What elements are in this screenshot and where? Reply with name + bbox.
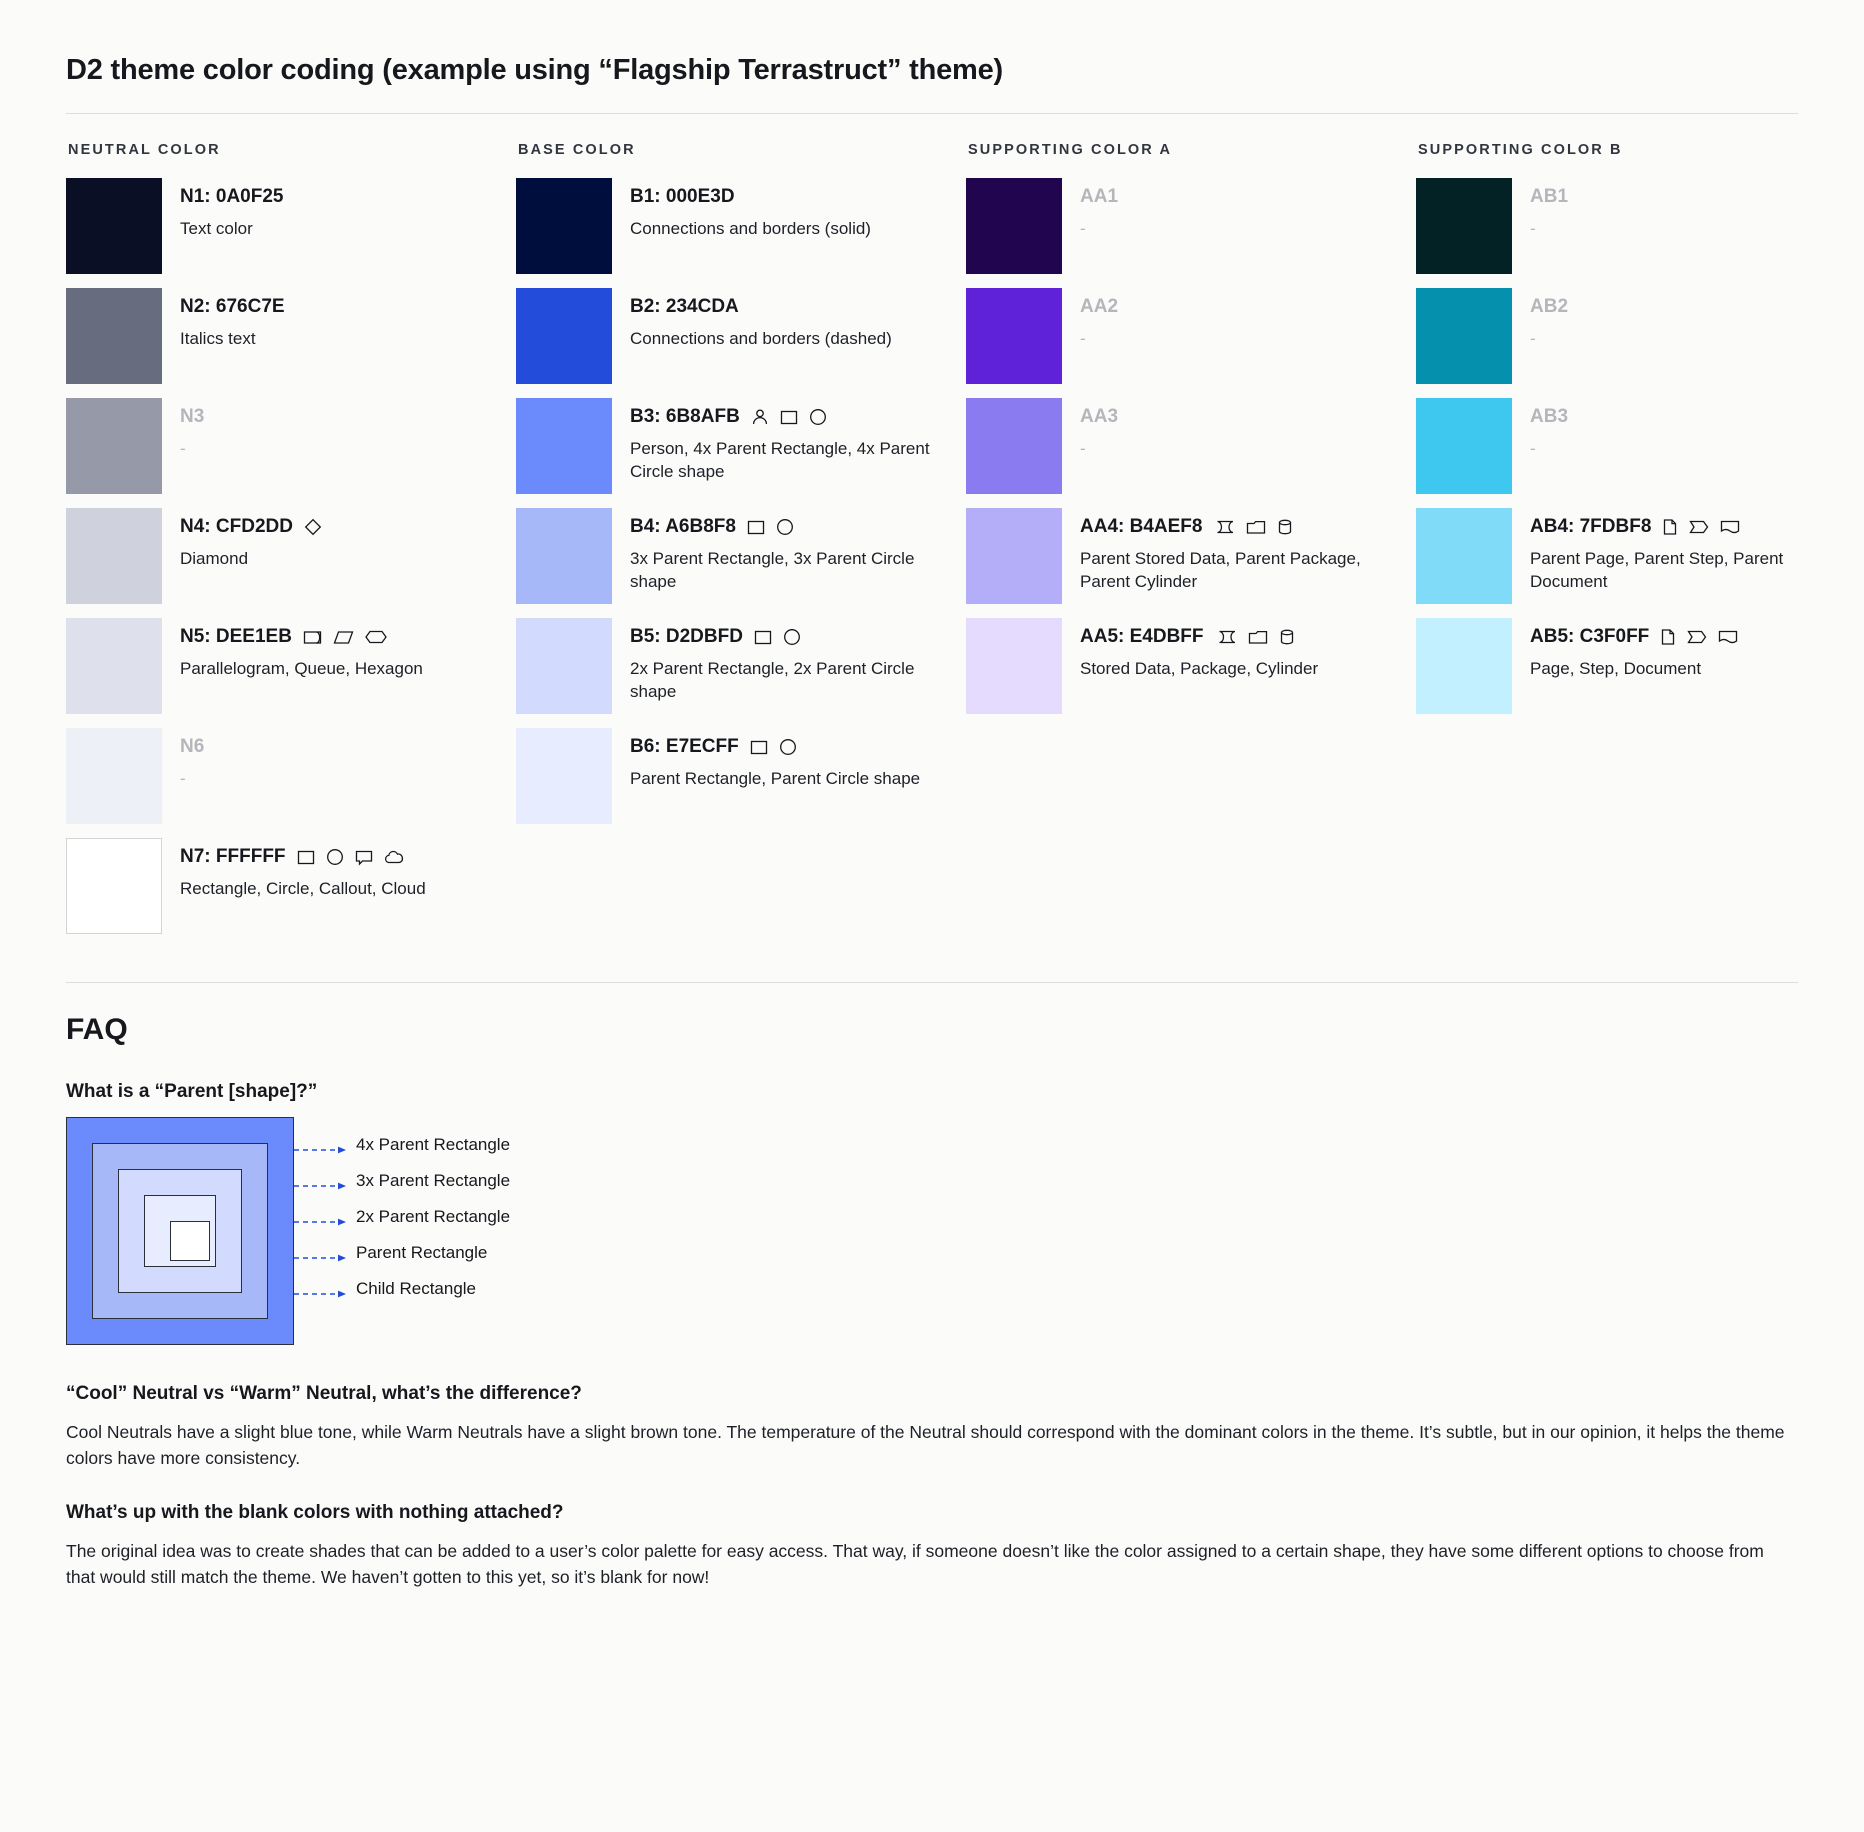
color-swatch	[66, 838, 162, 934]
swatch-description: -	[180, 438, 186, 458]
swatch-label	[1530, 626, 1860, 649]
swatch-label-text: AB5: C3F0FF	[1530, 626, 1650, 647]
nested-rectangle-label	[294, 1235, 510, 1271]
swatch-description: -	[1080, 328, 1086, 348]
swatch-text	[1080, 618, 1410, 681]
swatch-label-text: AA3	[1080, 406, 1119, 427]
swatch-text	[1530, 178, 1860, 241]
swatch-row	[966, 618, 1416, 714]
document-icon	[1719, 517, 1741, 537]
nested-rectangle	[170, 1221, 210, 1261]
swatch-label-text: B6: E7ECFF	[630, 736, 739, 757]
person-icon	[750, 407, 770, 427]
swatch-description: -	[1530, 218, 1536, 238]
swatch-text	[1080, 398, 1410, 461]
swatch-description: 2x Parent Rectangle, 2x Parent Circle shape	[630, 658, 915, 701]
rectangle-icon	[746, 517, 766, 537]
column-heading: BASE COLOR	[518, 142, 636, 158]
color-swatch	[66, 178, 162, 274]
swatch-description: Diamond	[180, 548, 249, 568]
swatch-row	[66, 838, 516, 934]
swatch-label-text: N5: DEE1EB	[180, 626, 292, 647]
swatch-label	[1080, 516, 1410, 539]
swatch-description: -	[1080, 218, 1086, 238]
swatch-row	[66, 288, 516, 384]
swatch-row	[516, 508, 966, 604]
nested-rectangle-label-text: 3x Parent Rectangle	[356, 1171, 511, 1190]
circle-icon	[808, 407, 828, 427]
swatch-label	[630, 516, 960, 539]
swatch-description: Text color	[180, 218, 253, 238]
nested-rectangles	[66, 1117, 294, 1345]
swatch-row	[1416, 178, 1864, 274]
swatch-row	[966, 508, 1416, 604]
shape-icon-group	[753, 627, 802, 647]
package-icon	[1245, 517, 1267, 537]
cylinder-icon	[1276, 517, 1294, 537]
color-swatch	[966, 178, 1062, 274]
swatch-label	[180, 626, 510, 649]
swatch-label-text: B5: D2DBFD	[630, 626, 743, 647]
swatch-description: Italics text	[180, 328, 256, 348]
swatch-text	[630, 508, 960, 594]
swatch-label	[1530, 296, 1860, 319]
swatch-row	[966, 178, 1416, 274]
shape-icon-group	[746, 517, 795, 537]
swatch-text	[1080, 288, 1410, 351]
color-swatch	[516, 398, 612, 494]
swatch-row	[66, 398, 516, 494]
nested-rectangle-label-text: 4x Parent Rectangle	[356, 1135, 511, 1154]
stored-data-icon	[1214, 627, 1238, 647]
swatch-row	[1416, 288, 1864, 384]
color-swatch	[966, 398, 1062, 494]
swatch-description: Parent Page, Parent Step, Parent Document	[1530, 548, 1784, 591]
swatch-text	[630, 728, 960, 791]
color-column	[516, 142, 966, 948]
swatch-label	[180, 406, 510, 429]
swatch-label-text: N3	[180, 406, 205, 427]
swatch-label	[1530, 186, 1860, 209]
color-columns	[66, 142, 1798, 948]
rectangle-icon	[779, 407, 799, 427]
page-icon	[1661, 517, 1679, 537]
swatch-label-text: B4: A6B8F8	[630, 516, 736, 537]
swatch-description: Rectangle, Circle, Callout, Cloud	[180, 878, 426, 898]
swatch-label	[180, 186, 510, 209]
leader-arrow-icon	[294, 1212, 350, 1222]
color-swatch	[516, 728, 612, 824]
circle-icon	[325, 847, 345, 867]
swatch-label-text: AA5: E4DBFF	[1080, 626, 1204, 647]
swatch-text	[180, 178, 510, 241]
swatch-label-text: AB3	[1530, 406, 1569, 427]
page-icon	[1659, 627, 1677, 647]
step-icon	[1688, 517, 1710, 537]
swatch-description: Parent Rectangle, Parent Circle shape	[630, 768, 921, 788]
color-column	[966, 142, 1416, 948]
nested-rectangle-label	[294, 1271, 510, 1307]
leader-arrow-icon	[294, 1140, 350, 1150]
swatch-text	[180, 288, 510, 351]
swatch-label	[630, 626, 960, 649]
shape-icon-group	[749, 737, 798, 757]
nested-rectangle-label-text: 2x Parent Rectangle	[356, 1207, 511, 1226]
swatch-description: Stored Data, Package, Cylinder	[1080, 658, 1319, 678]
swatch-description: -	[180, 768, 186, 788]
color-swatch	[966, 288, 1062, 384]
nested-rectangle-label	[294, 1199, 510, 1235]
shape-icon-group	[750, 407, 828, 427]
swatch-row	[1416, 508, 1864, 604]
swatch-label-text: AA1	[1080, 186, 1119, 207]
package-icon	[1247, 627, 1269, 647]
swatch-row	[1416, 398, 1864, 494]
parallelogram-icon	[333, 627, 355, 647]
leader-arrow-icon	[294, 1248, 350, 1258]
swatch-row	[516, 728, 966, 824]
column-heading: SUPPORTING COLOR B	[1418, 142, 1623, 158]
leader-arrow-icon	[294, 1284, 350, 1294]
color-swatch	[66, 508, 162, 604]
cylinder-icon	[1278, 627, 1296, 647]
color-swatch	[66, 288, 162, 384]
nested-rectangle-label	[294, 1163, 510, 1199]
swatch-label-text: AB1	[1530, 186, 1569, 207]
step-icon	[1686, 627, 1708, 647]
swatch-description: -	[1530, 438, 1536, 458]
swatch-description: Page, Step, Document	[1530, 658, 1702, 678]
swatch-description: Connections and borders (dashed)	[630, 328, 892, 348]
swatch-description: Connections and borders (solid)	[630, 218, 871, 238]
swatch-text	[1080, 178, 1410, 241]
circle-icon	[778, 737, 798, 757]
hexagon-icon	[364, 627, 388, 647]
swatch-label-text: N4: CFD2DD	[180, 516, 293, 537]
color-swatch	[66, 728, 162, 824]
swatch-text	[630, 618, 960, 704]
swatch-row	[516, 288, 966, 384]
page-title: D2 theme color coding (example using “Flagship Terrastruct” theme)	[66, 54, 1004, 86]
column-heading: NEUTRAL COLOR	[68, 142, 221, 158]
swatch-text	[1080, 508, 1410, 594]
swatch-row	[516, 178, 966, 274]
circle-icon	[775, 517, 795, 537]
swatch-row	[66, 618, 516, 714]
swatch-text	[180, 728, 510, 791]
circle-icon	[782, 627, 802, 647]
nested-rectangle-label	[294, 1127, 510, 1163]
swatch-text	[1530, 508, 1860, 594]
swatch-text	[180, 618, 510, 681]
swatch-label-text: N2: 676C7E	[180, 296, 285, 317]
swatch-row	[516, 618, 966, 714]
stored-data-icon	[1212, 517, 1236, 537]
swatch-description: Parent Stored Data, Parent Package, Parent Cylinder	[1080, 548, 1361, 591]
swatch-row	[516, 398, 966, 494]
color-swatch	[516, 618, 612, 714]
cloud-icon	[383, 847, 407, 867]
shape-icon-group	[1659, 627, 1739, 647]
swatch-label-text: B1: 000E3D	[630, 186, 735, 207]
swatch-text	[630, 178, 960, 241]
faq-question-2: “Cool” Neutral vs “Warm” Neutral, what’s the difference?	[66, 1383, 582, 1404]
swatch-label-text: N1: 0A0F25	[180, 186, 284, 207]
queue-icon	[302, 627, 324, 647]
swatch-label	[1080, 626, 1410, 649]
swatch-label	[180, 296, 510, 319]
faq-answer-2: Cool Neutrals have a slight blue tone, while Warm Neutrals have a slight brown tone. The temperature of the Neutral should correspond with the dominant colors in the theme. It’s subtle, but in our opinion, it helps the theme colors have more consistency.	[66, 1422, 1785, 1469]
rectangle-icon	[753, 627, 773, 647]
swatch-label	[630, 736, 960, 759]
parent-shape-diagram	[66, 1117, 1798, 1345]
swatch-label-text: B2: 234CDA	[630, 296, 739, 317]
faq-answer-3: The original idea was to create shades that can be added to a user’s color palette for easy access. That way, if someone doesn’t like the color assigned to a certain shape, they have some different options to choose from that would still match the theme. We haven’t gotten to this yet, so it’s blank for now!	[66, 1540, 1764, 1587]
color-swatch	[66, 398, 162, 494]
swatch-label	[180, 846, 510, 869]
swatch-label-text: B3: 6B8AFB	[630, 406, 740, 427]
swatch-row	[66, 508, 516, 604]
swatch-text	[1530, 618, 1860, 681]
swatch-label-text: N6	[180, 736, 205, 757]
swatch-label	[1080, 406, 1410, 429]
color-swatch	[66, 618, 162, 714]
color-swatch	[516, 508, 612, 604]
color-column	[66, 142, 516, 948]
shape-icon-group	[1212, 517, 1294, 537]
color-swatch	[1416, 398, 1512, 494]
color-swatch	[1416, 508, 1512, 604]
swatch-row	[1416, 618, 1864, 714]
color-swatch	[1416, 618, 1512, 714]
swatch-label	[1080, 186, 1410, 209]
swatch-description: Person, 4x Parent Rectangle, 4x Parent Circle shape	[630, 438, 930, 481]
shape-icon-group	[302, 627, 388, 647]
color-swatch	[1416, 178, 1512, 274]
swatch-label-text: AA4: B4AEF8	[1080, 516, 1203, 537]
swatch-description: Parallelogram, Queue, Hexagon	[180, 658, 423, 678]
swatch-label	[180, 736, 510, 759]
title-divider	[66, 113, 1798, 114]
swatch-description: -	[1530, 328, 1536, 348]
rectangle-icon	[296, 847, 316, 867]
swatch-text	[180, 508, 510, 571]
swatch-row	[966, 288, 1416, 384]
swatch-text	[630, 398, 960, 484]
swatch-description: -	[1080, 438, 1086, 458]
shape-icon-group	[303, 517, 323, 537]
swatch-label	[630, 186, 960, 209]
color-swatch	[1416, 288, 1512, 384]
swatch-description: 3x Parent Rectangle, 3x Parent Circle shape	[630, 548, 915, 591]
swatch-row	[966, 398, 1416, 494]
callout-icon	[354, 847, 374, 867]
faq-divider	[66, 982, 1798, 983]
swatch-label	[630, 406, 960, 429]
swatch-text	[630, 288, 960, 351]
nested-rectangle-labels	[294, 1117, 510, 1307]
swatch-label-text: AB2	[1530, 296, 1569, 317]
column-heading: SUPPORTING COLOR A	[968, 142, 1173, 158]
swatch-text	[1530, 288, 1860, 351]
faq-question-3: What’s up with the blank colors with nothing attached?	[66, 1501, 564, 1523]
faq-heading: FAQ	[66, 1013, 128, 1046]
swatch-text	[1530, 398, 1860, 461]
swatch-text	[180, 838, 510, 901]
swatch-text	[180, 398, 510, 461]
shape-icon-group	[1214, 627, 1296, 647]
leader-arrow-icon	[294, 1176, 350, 1186]
swatch-label	[1530, 516, 1860, 539]
color-swatch	[966, 508, 1062, 604]
color-column	[1416, 142, 1864, 948]
color-swatch	[516, 288, 612, 384]
swatch-label	[1080, 296, 1410, 319]
swatch-label-text: AB4: 7FDBF8	[1530, 516, 1652, 537]
color-swatch	[516, 178, 612, 274]
shape-icon-group	[296, 847, 407, 867]
swatch-label	[630, 296, 960, 319]
faq-question-1: What is a “Parent [shape]?”	[66, 1081, 318, 1102]
color-swatch	[966, 618, 1062, 714]
swatch-label-text: N7: FFFFFF	[180, 846, 286, 867]
nested-rectangle-label-text: Parent Rectangle	[356, 1243, 488, 1262]
shape-icon-group	[1661, 517, 1741, 537]
swatch-row	[66, 728, 516, 824]
swatch-label-text: AA2	[1080, 296, 1119, 317]
diamond-icon	[303, 517, 323, 537]
swatch-label	[180, 516, 510, 539]
document-icon	[1717, 627, 1739, 647]
rectangle-icon	[749, 737, 769, 757]
swatch-label	[1530, 406, 1860, 429]
nested-rectangle-label-text: Child Rectangle	[356, 1279, 477, 1298]
swatch-row	[66, 178, 516, 274]
